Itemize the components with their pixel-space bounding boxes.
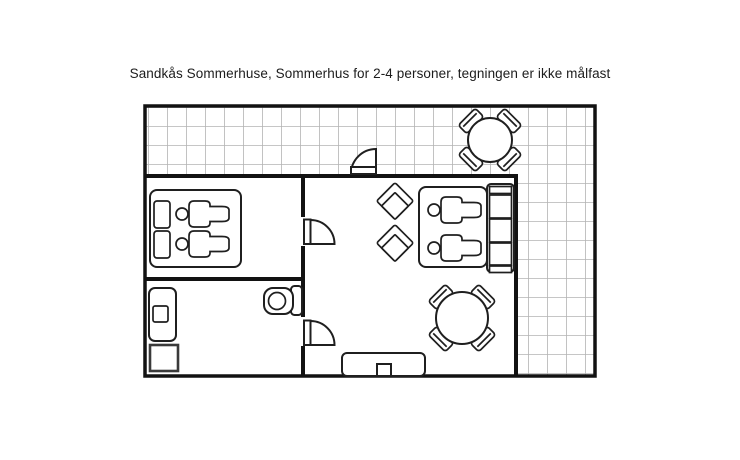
double-bed-bedroom-icon xyxy=(150,190,241,267)
indoor-dining-set-icon xyxy=(428,284,495,351)
lounge-chair-icon xyxy=(377,183,414,220)
washbasin-icon xyxy=(149,288,176,341)
drawing-title: Sandkås Sommerhuse, Sommerhus for 2-4 personer, tegningen er ikke målfast xyxy=(129,66,611,81)
outdoor-dining-set-icon xyxy=(458,108,521,171)
bathroom-door-icon xyxy=(304,321,335,346)
shower-icon xyxy=(150,345,178,371)
toilet-icon xyxy=(264,286,302,315)
lounge-chair-icon xyxy=(377,225,414,262)
sofa-icon xyxy=(487,184,514,273)
bedroom-door-icon xyxy=(304,220,335,245)
kitchen-counter-icon xyxy=(342,353,425,376)
double-bed-living-room-icon xyxy=(419,187,487,267)
